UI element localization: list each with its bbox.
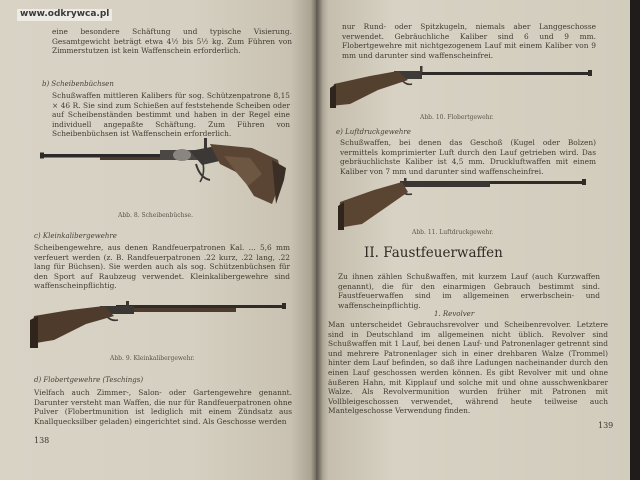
figure-9-caption: Abb. 9. Kleinkalibergewehr. [110, 355, 195, 362]
figure-11-caption: Abb. 11. Luftdruckgewehr. [412, 229, 494, 236]
right-top-paragraph: nur Rund- oder Spitzkugeln, niemals aber Langgeschosse verwendet. Gebräuchliche Kaliber sind 6 und 9 mm. Flobertgewehre mit nichtgezogenem Lauf mit einem Kaliber von 9 mm und darunter sind waffenscheinfrei. [342, 22, 596, 60]
flobert-rifle-illustration [330, 66, 592, 112]
intro-paragraph: Zu ihnen zählen Schußwaffen, mit kurzem Lauf (auch Kurzwaffen genannt), die für den einarmigen Gebrauch bestimmt sind. Faustfeuerwaffen sind im allgemeinen erwerbschein- und waffenscheinpflichtig. [338, 272, 600, 310]
section-b-label: b) Scheibenbüchsen [42, 80, 114, 88]
section-d-paragraph: Vielfach auch Zimmer-, Salon- oder Gartengewehre genannt. Darunter versteht man Waffen, die nur für Randfeuerpatronen ohne Pulver (Flobertmunition ist lediglich mit einem Zündsatz aus Knallquecksilber geladen) eingerichtet sind. Als Geschosse werden [34, 388, 292, 426]
figure-8-caption: Abb. 8. Scheibenbüchse. [118, 212, 193, 219]
right-page-number: 139 [598, 421, 614, 430]
right-page [316, 0, 630, 480]
target-rifle-illustration [40, 138, 286, 208]
book-gutter [311, 0, 323, 480]
left-page-number: 138 [34, 436, 50, 445]
section-e-paragraph: Schußwaffen, bei denen das Geschoß (Kugel oder Bolzen) vermittels komprimierter Luft durch den Lauf getrieben wird. Das gebräuchlichste Kaliber ist 4,5 mm. Druckluftwaffen mit einem Kaliber von 7 mm und darunter sind waffenscheinfrei. [340, 138, 596, 176]
revolver-subheading: 1. Revolver [434, 310, 475, 318]
section-c-label: c) Kleinkalibergewehre [34, 232, 117, 240]
smallbore-rifle-illustration [30, 300, 286, 352]
air-rifle-illustration [338, 178, 586, 232]
left-top-paragraph: eine besondere Schäftung und typische Visierung. Gesamtgewicht beträgt etwa 4½ bis 5½ kg. Zum Führen von Zimmerstutzen ist kein Waffenschein erforderlich. [52, 27, 292, 56]
section-c-paragraph: Scheibengewehre, aus denen Randfeuerpatronen Kal. ... 5,6 mm verfeuert werden (z. B. Randfeuerpatronen .22 kurz, .22 lang, .22 lang für Büchsen). Sie werden auch als sog. Schützenbüchsen für den Sport auf Raubzeug verwendet. Kleinkalibergewehre sind waffenscheinpflichtig. [34, 243, 290, 291]
section-e-label: e) Luftdruckgewehre [336, 128, 411, 136]
section-d-label: d) Flobertgewehre (Teschings) [34, 376, 144, 384]
section-b-paragraph: Schußwaffen mittleren Kalibers für sog. Schützenpatrone 8,15 × 46 R. Sie sind zum Schießen auf feststehende Scheiben oder auf Scheibenständen bestimmt und haben in der Regel eine individuell angepaßte Schäftung. Zum Führen von Scheibenbüchsen ist Waffenschein erforderlich. [52, 91, 290, 139]
left-page [0, 0, 316, 480]
figure-10-caption: Abb. 10. Flobertgewehr. [420, 114, 494, 121]
section-heading: II. Faustfeuerwaffen [364, 245, 503, 261]
revolver-paragraph: Man unterscheidet Gebrauchsrevolver und Scheibenrevolver. Letztere sind in Deutschland im allgemeinen nicht üblich. Revolver sind Schußwaffen mit 1 Lauf, bei denen Lauf- und Patronenlager getrennt sind und mehrere Patronenlager sich in einer drehbaren Walze (Trommel) hinter dem Lauf befinden, so daß ihre Ladungen nacheinander durch den einen Lauf geschossen werden können. Es gibt Revolver mit und ohne äußeren Hahn, mit Kipplauf und solche mit und ohne ausschwenkbarer Walze. Als Revolvermunition wurden früher mit Patronen mit Vollbleigeschossen verwendet, während heute teilweise auch Mantelgeschosse Verwendung finden. [328, 320, 608, 416]
watermark: www.odkrywca.pl [17, 9, 112, 21]
